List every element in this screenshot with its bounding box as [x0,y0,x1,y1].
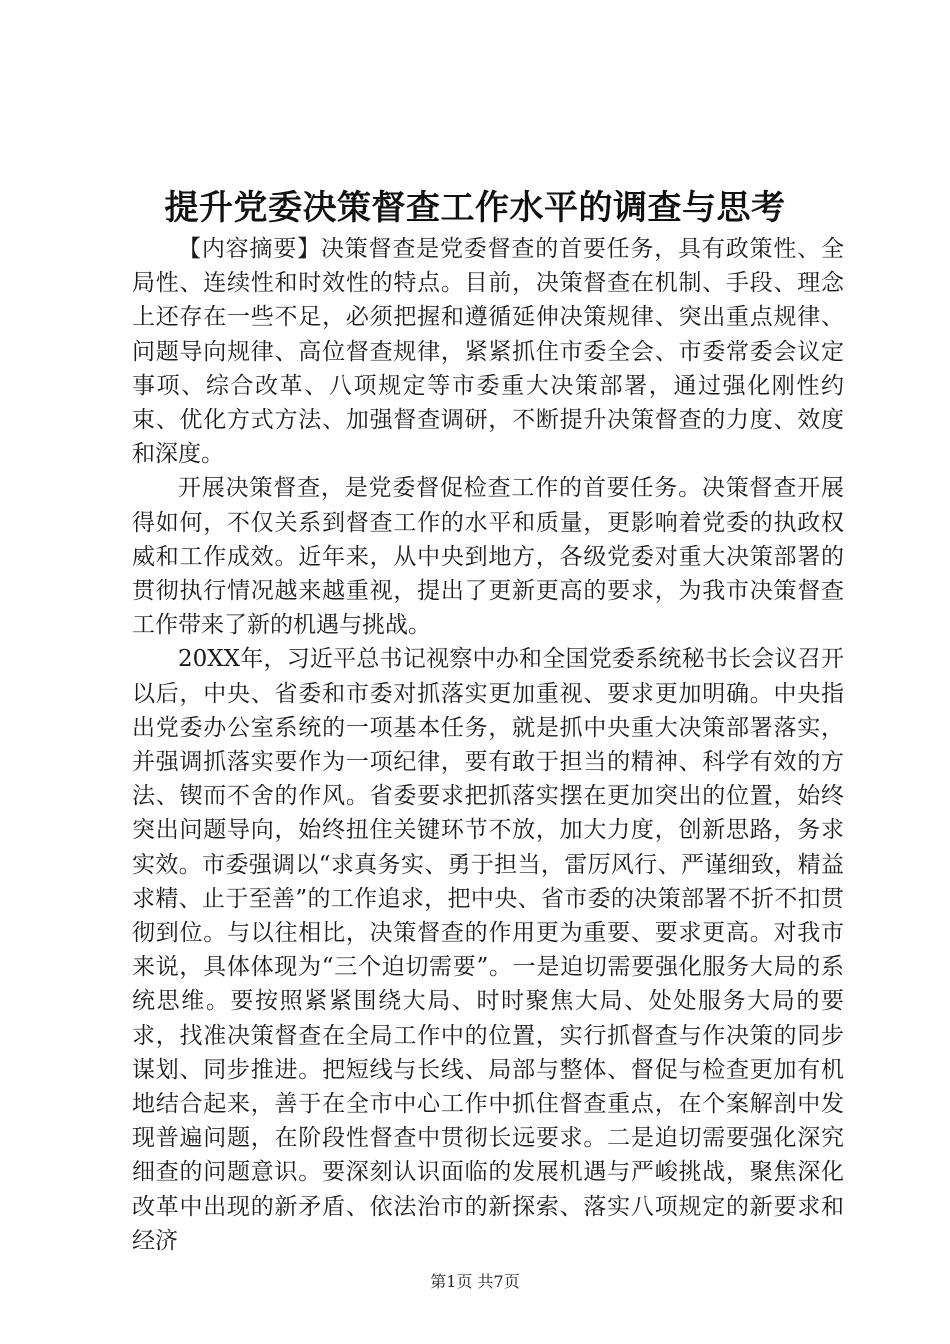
paragraph-main: 20XX年，习近平总书记视察中办和全国党委系统秘书长会议召开以后，中央、省委和市委对抓落实更加重视、要求更加明确。中央指出党委办公室系统的一项基本任务，就是抓中央重大决策部署落实，并强调抓落实要作为一项纪律，要有敢于担当的精神、科学有效的方法、锲而不舍的作风。省委要求把抓落实摆在更加突出的位置，始终突出问题导向，始终扭住关键环节不放，加大力度，创新思路，务求实效。市委强调以“求真务实、勇于担当，雷厉风行、严谨细致，精益求精、止于至善”的工作追求，把中央、省市委的决策部署不折不扣贯彻到位。与以往相比，决策督查的作用更为重要、要求更高。对我市来说，具体体现为“三个迫切需要”。一是迫切需要强化服务大局的系统思维。要按照紧紧围绕大局、时时聚焦大局、处处服务大局的要求，找准决策督查在全局工作中的位置，实行抓督查与作决策的同步谋划、同步推进。把短线与长线、局部与整体、督促与检查更加有机地结合起来，善于在全市中心工作中抓住督查重点，在个案解剖中发现普遍问题，在阶段性督查中贯彻长远要求。二是迫切需要强化深究细查的问题意识。要深刻认识面临的发展机遇与严峻挑战，聚焦深化改革中出现的新矛盾、依法治市的新探索、落实八项规定的新要求和经济 [132,646,844,1254]
paragraph-abstract: 【内容摘要】决策督查是党委督查的首要任务，具有政策性、全局性、连续性和时效性的特点。目前，决策督查在机制、手段、理念上还存在一些不足，必须把握和遵循延伸决策规律、突出重点规律、问题导向规律、高位督查规律，紧紧抓住市委全会、市委常委会议定事项、综合改革、八项规定等市委重大决策部署，通过强化刚性约束、优化方式方法、加强督查调研，不断提升决策督查的力度、效度和深度。 [132,236,844,468]
document-title: 提升党委决策督查工作水平的调查与思考 [164,188,786,228]
document-body [132,232,844,1258]
paragraph-intro: 开展决策督查，是党委督促检查工作的首要任务。决策督查开展得如何，不仅关系到督查工作的水平和质量，更影响着党委的执政权威和工作成效。近年来，从中央到地方，各级党委对重大决策部署的贯彻执行情况越来越重视，提出了更新更高的要求，为我市决策督查工作带来了新的机遇与挑战。 [132,475,844,639]
page-footer: 第1页 共7页 [430,1272,520,1291]
